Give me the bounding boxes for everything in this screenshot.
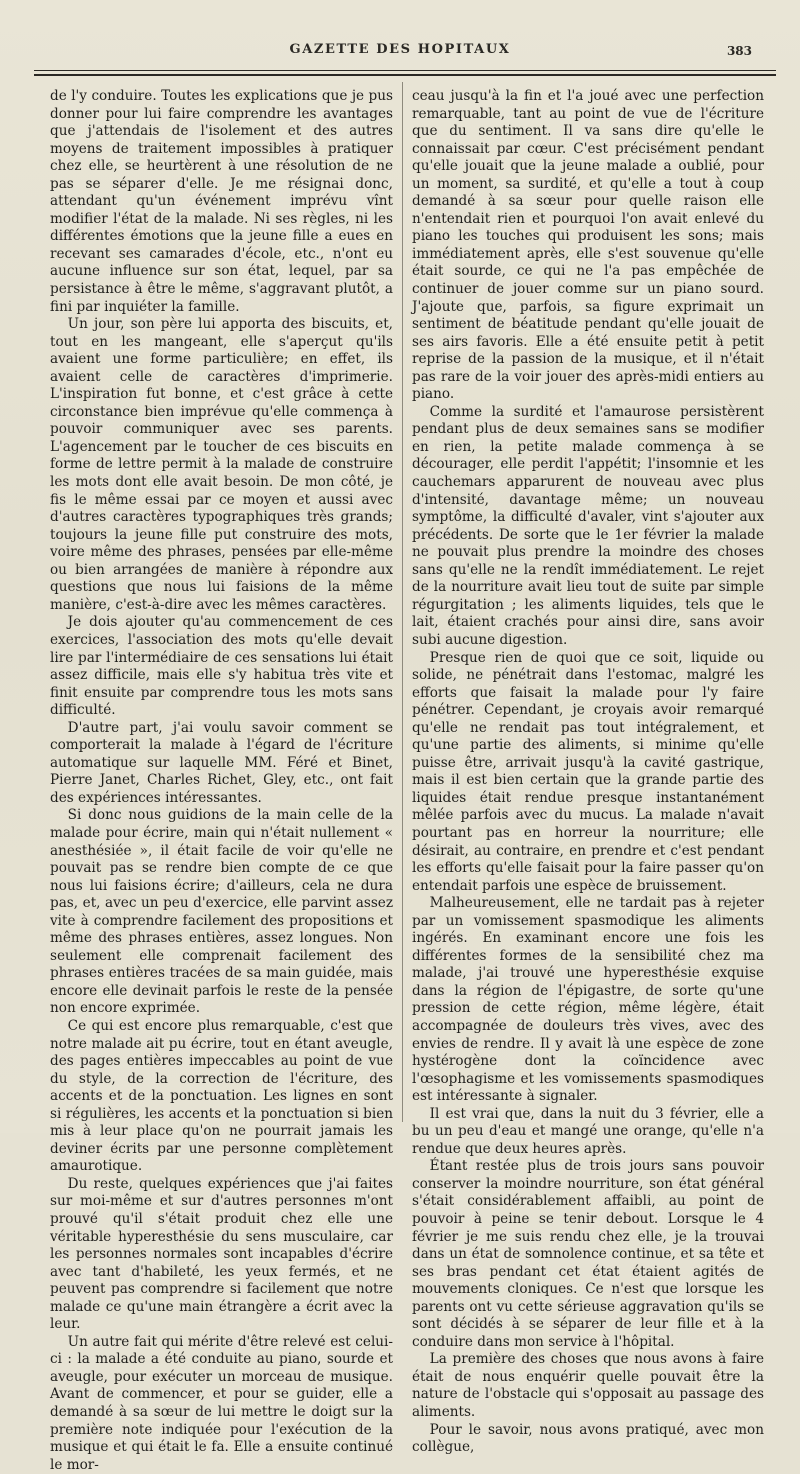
- paragraph: La première des choses que nous avons à faire était de nous enquérir quelle pouvait être la nature de l'obstacle qui s'opposait au passage des aliments.: [412, 1351, 764, 1421]
- right-column: [412, 88, 764, 1456]
- left-column: [50, 88, 393, 1473]
- paragraph: Malheureusement, elle ne tardait pas à rejeter par un vomissement spasmodique les aliments ingérés. En examinant encore une fois les différentes formes de la sensibilité chez ma malade, j'ai trouvé une hyperesthésie exquise dans la région de l'épigastre, de sorte qu'une pression de cette région, même légère, était accompagnée de douleurs très vives, avec des envies de rendre. Il y avait là une espèce de zone hystérogène dont la coïncidence avec l'œsophagisme et les vomissements spasmodiques est intéressante à signaler.: [412, 895, 764, 1105]
- paragraph: Pour le savoir, nous avons pratiqué, avec mon collègue,: [412, 1421, 764, 1456]
- paragraph: Presque rien de quoi que ce soit, liquide ou solide, ne pénétrait dans l'estomac, malgré les efforts que faisait la malade pour l'y faire pénétrer. Cependant, je croyais avoir remarqué qu'elle ne rendait pas tout intégralement, et qu'une partie des aliments, si minime qu'elle puisse être, arrivait jusqu'à la cavité gastrique, mais il est bien certain que la grande partie des liquides était rendue presque instantanément mêlée parfois avec du mucus. La malade n'avait pourtant pas en horreur la nourriture; elle désirait, au contraire, en prendre et c'est pendant les efforts qu'elle faisait pour la faire passer qu'on entendait parfois une espèce de bruissement.: [412, 649, 764, 894]
- paragraph: Étant restée plus de trois jours sans pouvoir conserver la moindre nourriture, son état général s'était considérablement affaibli, au point de pouvoir à peine se tenir debout. Lorsque le 4 février je me suis rendu chez elle, je la trouvai dans un état de somnolence continue, et sa tête et ses bras pendant cet état étaient agités de mouvements cloniques. Ce n'est que lorsque les parents ont vu cette sérieuse aggravation qu'ils se sont décidés à se séparer de leur fille et à la conduire dans mon service à l'hôpital.: [412, 1158, 764, 1350]
- paragraph: Ce qui est encore plus remarquable, c'est que notre malade ait pu écrire, tout en étant aveugle, des pages entières impeccables au point de vue du style, de la correction de l'écriture, des accents et de la ponctuation. Les lignes en sont si régulières, les accents et la ponctuation si bien mis à leur place qu'on ne pourrait jamais les deviner écrits par une personne complètement amaurotique.: [50, 1017, 393, 1175]
- paragraph: ceau jusqu'à la fin et l'a joué avec une perfection remarquable, tant au point de vue de l'écriture que du sentiment. Il va sans dire qu'elle le connaissait par cœur. C'est précisément pendant qu'elle jouait que la jeune malade a oublié, pour un moment, sa surdité, et qu'elle a tout à coup demandé à sa sœur pour quelle raison elle n'entendait rien et pourquoi l'on avait enlevé du piano les touches qui produisent les sons; mais immédiatement après, elle s'est souvenue qu'elle était sourde, ce qui ne l'a pas empêchée de continuer de jouer comme sur un piano sourd. J'ajoute que, parfois, sa figure exprimait un sentiment de béatitude pendant qu'elle jouait de ses airs favoris. Elle a été ensuite petit à petit reprise de la passion de la musique, et il n'était pas rare de la voir jouer des après-midi entiers au piano.: [412, 88, 764, 403]
- page-header: [0, 42, 800, 64]
- paragraph: Comme la surdité et l'amaurose persistèrent pendant plus de deux semaines sans se modifier en rien, la petite malade commença à se décourager, elle perdit l'appétit; l'insomnie et les cauchemars apparurent de nouveau avec plus d'intensité, davantage même; un nouveau symptôme, la difficulté d'avaler, vint s'ajouter aux précédents. De sorte que le 1er février la malade ne pouvait plus prendre la moindre des choses sans qu'elle ne la rendît immédiatement. Le rejet de la nourriture avait lieu tout de suite par simple régurgitation ; les aliments liquides, tels que le lait, étaient crachés pour ainsi dire, sans avoir subi aucune digestion.: [412, 403, 764, 648]
- paragraph: Un autre fait qui mérite d'être relevé est celui-ci : la malade a été conduite au piano, sourde et aveugle, pour exécuter un morceau de musique. Avant de commencer, et pour se guider, elle a demandé à sa sœur de lui mettre le doigt sur la première note indiquée pour l'exécution de la musique et qui était le fa. Elle a ensuite continué le mor-: [50, 1333, 393, 1473]
- header-rule-thick: [34, 74, 776, 76]
- header-rule-thin: [34, 70, 776, 71]
- paragraph: Il est vrai que, dans la nuit du 3 février, elle a bu un peu d'eau et mangé une orange, qu'elle n'a rendue que deux heures après.: [412, 1105, 764, 1157]
- paragraph: Du reste, quelques expériences que j'ai faites sur moi-même et sur d'autres personnes m'ont prouvé qu'il s'était produit chez elle une véritable hyperesthésie du sens musculaire, car les personnes normales sont incapables d'écrire avec tant d'habileté, les yeux fermés, et ne peuvent pas comprendre si facilement que notre malade ce qu'une main étrangère a écrit avec la leur.: [50, 1175, 393, 1333]
- paragraph: Je dois ajouter qu'au commencement de ces exercices, l'association des mots qu'elle devait lire par l'intermédiaire de ces sensations lui était assez difficile, mais elle s'y habitua très vite et finit ensuite par comprendre tous les mots sans difficulté.: [50, 614, 393, 719]
- column-divider: [402, 82, 403, 1122]
- running-title: GAZETTE DES HOPITAUX: [289, 42, 511, 57]
- paragraph: D'autre part, j'ai voulu savoir comment se comporterait la malade à l'égard de l'écriture automatique sur laquelle MM. Féré et Binet, Pierre Janet, Charles Richet, Gley, etc., ont fait des expériences intéressantes.: [50, 719, 393, 806]
- paragraph: Un jour, son père lui apporta des biscuits, et, tout en les mangeant, elle s'aperçut qu'ils avaient une forme particulière; en effet, ils avaient celle de caractères d'imprimerie. L'inspiration fut bonne, et c'est grâce à cette circonstance bien imprévue qu'elle commença à pouvoir communiquer avec ses parents. L'agencement par le toucher de ces biscuits en forme de lettre permit à la malade de construire les mots dont elle avait besoin. De mon côté, je fis le même essai par ce moyen et aussi avec d'autres caractères typographiques très grands; toujours la jeune fille put construire des mots, voire même des phrases, pensées par elle-même ou bien arrangées de manière à répondre aux questions que nous lui faisions de la même manière, c'est-à-dire avec les mêmes caractères.: [50, 316, 393, 613]
- paragraph: Si donc nous guidions de la main celle de la malade pour écrire, main qui n'était nullement « anesthésiée », il était facile de voir qu'elle ne pouvait pas se rendre bien compte de ce que nous lui faisions écrire; d'ailleurs, cela ne dura pas, et, avec un peu d'exercice, elle parvint assez vite à comprendre facilement des propositions et même des phrases entières, assez longues. Non seulement elle comprenait facilement des phrases entières tracées de sa main guidée, mais encore elle devinait parfois le reste de la pensée non encore exprimée.: [50, 807, 393, 1017]
- paragraph: de l'y conduire. Toutes les explications que je pus donner pour lui faire comprendre les avantages que j'attendais de l'isolement et des autres moyens de traitement impossibles à pratiquer chez elle, se heurtèrent à une résolution de ne pas se séparer d'elle. Je me résignai donc, attendant qu'un événement imprévu vînt modifier l'état de la malade. Ni ses règles, ni les différentes émotions que la jeune fille a eues en recevant ses camarades d'école, etc., n'ont eu aucune influence sur son état, lequel, par sa persistance à être le même, s'aggravant plutôt, a fini par inquiéter la famille.: [50, 88, 393, 315]
- page-number: 383: [726, 44, 752, 58]
